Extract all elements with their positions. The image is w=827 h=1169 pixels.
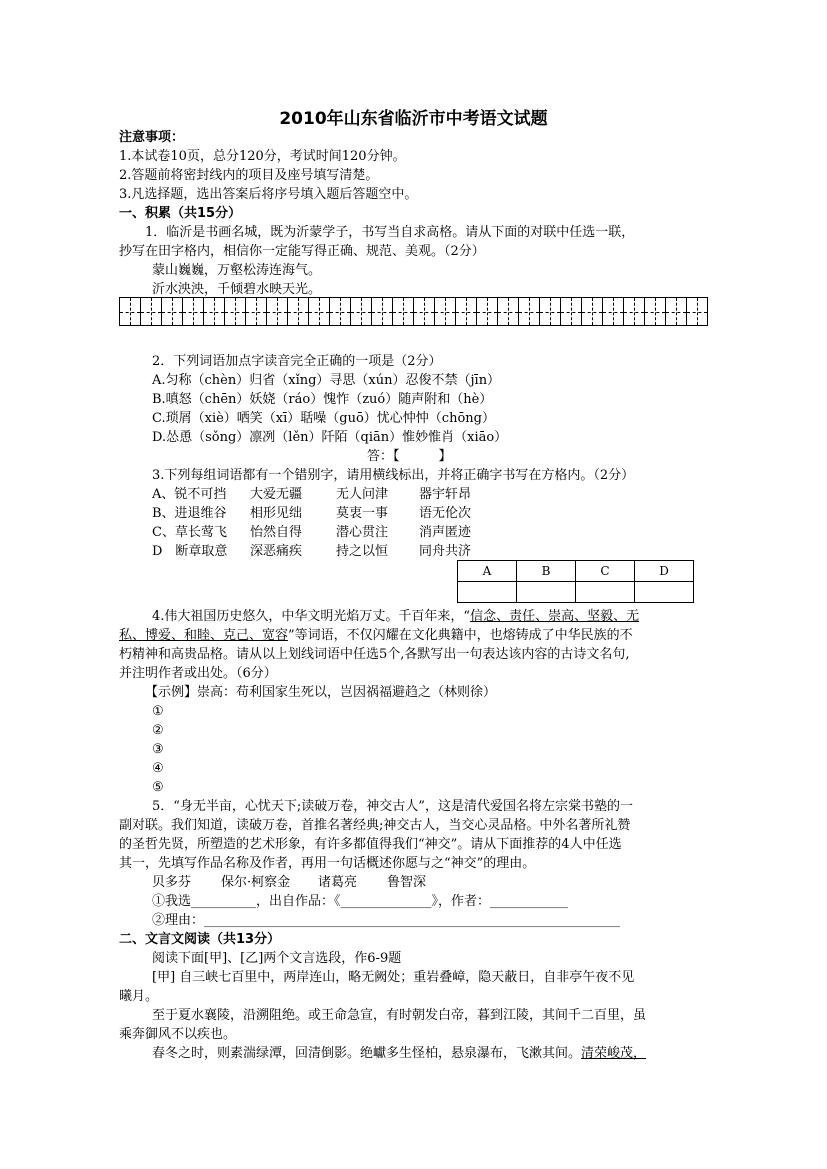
q5-fill-choice[interactable]: ①我选__________，出自作品：《______________》，作者：____________ <box>152 894 569 909</box>
q3-word: 潜心贯注 <box>336 525 389 540</box>
q2-option: D.怂恿（sǒng）凛冽（lěn）阡陌（qiān）惟妙惟肖（xiāo） <box>152 430 508 445</box>
q3-word: D 断章取意 <box>152 544 228 559</box>
q4-line: 朽精神和高贵品格。请从以上划线词语中任选5个,各默写出一句表达该内容的古诗文名句, <box>119 647 630 662</box>
q3-word: C、草长莺飞 <box>152 525 227 540</box>
q2-option: B.嗔怒（chēn）妖娆（ráo）愧怍（zuó）随声附和（hè） <box>152 392 493 407</box>
answer-mark[interactable]: ⑤ <box>152 780 164 795</box>
q1-couplet: 沂水泱泱，千倾碧水映天光。 <box>152 282 322 297</box>
q3-stem: 3.下列每组词语都有一个错别字，请用横线标出，并将正确字书写在方格内。（2分） <box>152 468 635 483</box>
table-header: D <box>635 561 694 582</box>
answer-mark[interactable]: ④ <box>152 761 164 776</box>
q3-answer-table <box>457 560 694 603</box>
q4-text: ”等词语，不仅闪耀在文化典籍中，也熔铸成了中华民族的不 <box>288 628 633 643</box>
answer-mark[interactable]: ② <box>152 723 164 738</box>
q5-name: 保尔·柯察金 <box>221 875 291 890</box>
q3-word: B、进退维谷 <box>152 506 227 521</box>
q3-word: 持之以恒 <box>336 544 389 559</box>
table-header: A <box>458 561 517 582</box>
q3-word: 莫衷一事 <box>336 506 389 521</box>
q3-word: 消声匿迹 <box>419 525 472 540</box>
passage-line: 乘奔御风不以疾也。 <box>119 1027 237 1042</box>
passage-line: 曦月。 <box>119 989 159 1004</box>
q3-word: 大爱无疆 <box>250 487 303 502</box>
table-header: C <box>576 561 635 582</box>
q2-option: A.匀称（chèn）归省（xǐng）寻思（xún）忍俊不禁（jīn） <box>152 373 501 388</box>
q5-name: 鲁智深 <box>387 875 427 890</box>
answer-cell[interactable] <box>458 582 517 603</box>
passage-underlined: 清荣峻茂， <box>581 1046 647 1061</box>
passage-line <box>152 1044 646 1063</box>
notice-item: 2.答题前将密封线内的项目及座号填写清楚。 <box>119 168 379 183</box>
answer-cell[interactable] <box>517 582 576 603</box>
q1-line: 1．临沂是书画名城，既为沂蒙学子，书写当自求高格。请从下面的对联中任选一联， <box>145 225 635 240</box>
passage-line: [甲] 自三峡七百里中，两岸连山，略无阙处；重岩叠嶂，隐天蔽日，自非亭午夜不见 <box>152 970 635 985</box>
q4-text: 4.伟大祖国历史悠久，中华文明光焰万丈。千百年来，“ <box>152 609 471 624</box>
q3-word: 怡然自得 <box>250 525 303 540</box>
section-2-intro: 阅读下面[甲]、[乙]两个文言选段，作6-9题 <box>152 951 402 966</box>
q2-stem: 2．下列词语加点字读音完全正确的一项是（2分） <box>152 354 442 369</box>
q4-line: 并注明作者或出处。（6分） <box>119 666 277 681</box>
q3-word: 相形见绌 <box>250 506 303 521</box>
answer-mark[interactable]: ① <box>152 704 164 719</box>
q1-couplet: 蒙山巍巍，万壑松涛连海气。 <box>152 263 322 278</box>
q4-underlined-words: 信念、责任、崇高、坚毅、无 <box>470 609 640 624</box>
q3-word: 同舟共济 <box>419 544 472 559</box>
q1-line: 抄写在田字格内，相信你一定能写得正确、规范、美观。（2分） <box>119 244 485 259</box>
answer-mark[interactable]: ③ <box>152 742 164 757</box>
q5-fill-reason[interactable]: ②理由：________________________________________________________________ <box>152 913 621 928</box>
q4-line <box>152 607 639 626</box>
writing-grid[interactable] <box>119 297 708 326</box>
page-title: 2010年山东省临沂市中考语文试题 <box>279 109 548 129</box>
q5-line: 副对联。我们知道，读破万卷，首推名著经典;神交古人，当交心灵品格。中外名著所礼赞 <box>119 818 631 833</box>
notice-item: 3.凡选择题，选出答案后将序号填入题后答题空中。 <box>119 187 418 202</box>
q5-name: 贝多芬 <box>152 875 192 890</box>
q5-line: 的圣哲先贤，所塑造的艺术形象，有许多都值得我们“神交”。请从下面推荐的4人中任选 <box>119 837 622 852</box>
notice-heading: 注意事项： <box>119 130 185 145</box>
q4-example: 【示例】崇高：苟利国家生死以，岂因祸福避趋之（林则徐） <box>145 685 497 700</box>
q4-underlined-words: 私、博爱、和睦、克己、宽容 <box>119 628 289 643</box>
q3-word: 器宇轩昂 <box>419 487 472 502</box>
passage-text: 春冬之时，则素湍绿潭，回清倒影。绝巘多生怪柏，悬泉瀑布，飞漱其间。 <box>152 1046 582 1061</box>
q4-line <box>119 626 633 645</box>
q3-word: 语无伦次 <box>419 506 472 521</box>
q5-name: 诸葛亮 <box>318 875 358 890</box>
answer-cell[interactable] <box>635 582 694 603</box>
q2-answer-prompt[interactable]: 答：【 】 <box>367 449 452 464</box>
section-2-heading: 二、文言文阅读（共13分） <box>119 932 281 947</box>
q5-line: 5．“身无半亩，心忧天下;读破万卷，神交古人”，这是清代爱国名将左宗棠书塾的一 <box>152 799 633 814</box>
q3-word: 无人问津 <box>336 487 389 502</box>
q5-line: 其一，先填写作品名称及作者，再用一句话概述你愿与之“神交”的理由。 <box>119 856 536 871</box>
q3-word: 深恶痛疾 <box>250 544 303 559</box>
q2-option: C.琐屑（xiè）哂笑（xī）聒噪（guō）忧心忡忡（chōng） <box>152 411 495 426</box>
table-header: B <box>517 561 576 582</box>
section-1-heading: 一、积累（共15分） <box>119 206 242 221</box>
q3-word: A、锐不可挡 <box>152 487 227 502</box>
passage-line: 至于夏水襄陵，沿溯阻绝。或王命急宣，有时朝发白帝，暮到江陵，其间千二百里，虽 <box>152 1008 647 1023</box>
answer-cell[interactable] <box>576 582 635 603</box>
notice-item: 1.本试卷10页，总分120分，考试时间120分钟。 <box>119 149 406 164</box>
